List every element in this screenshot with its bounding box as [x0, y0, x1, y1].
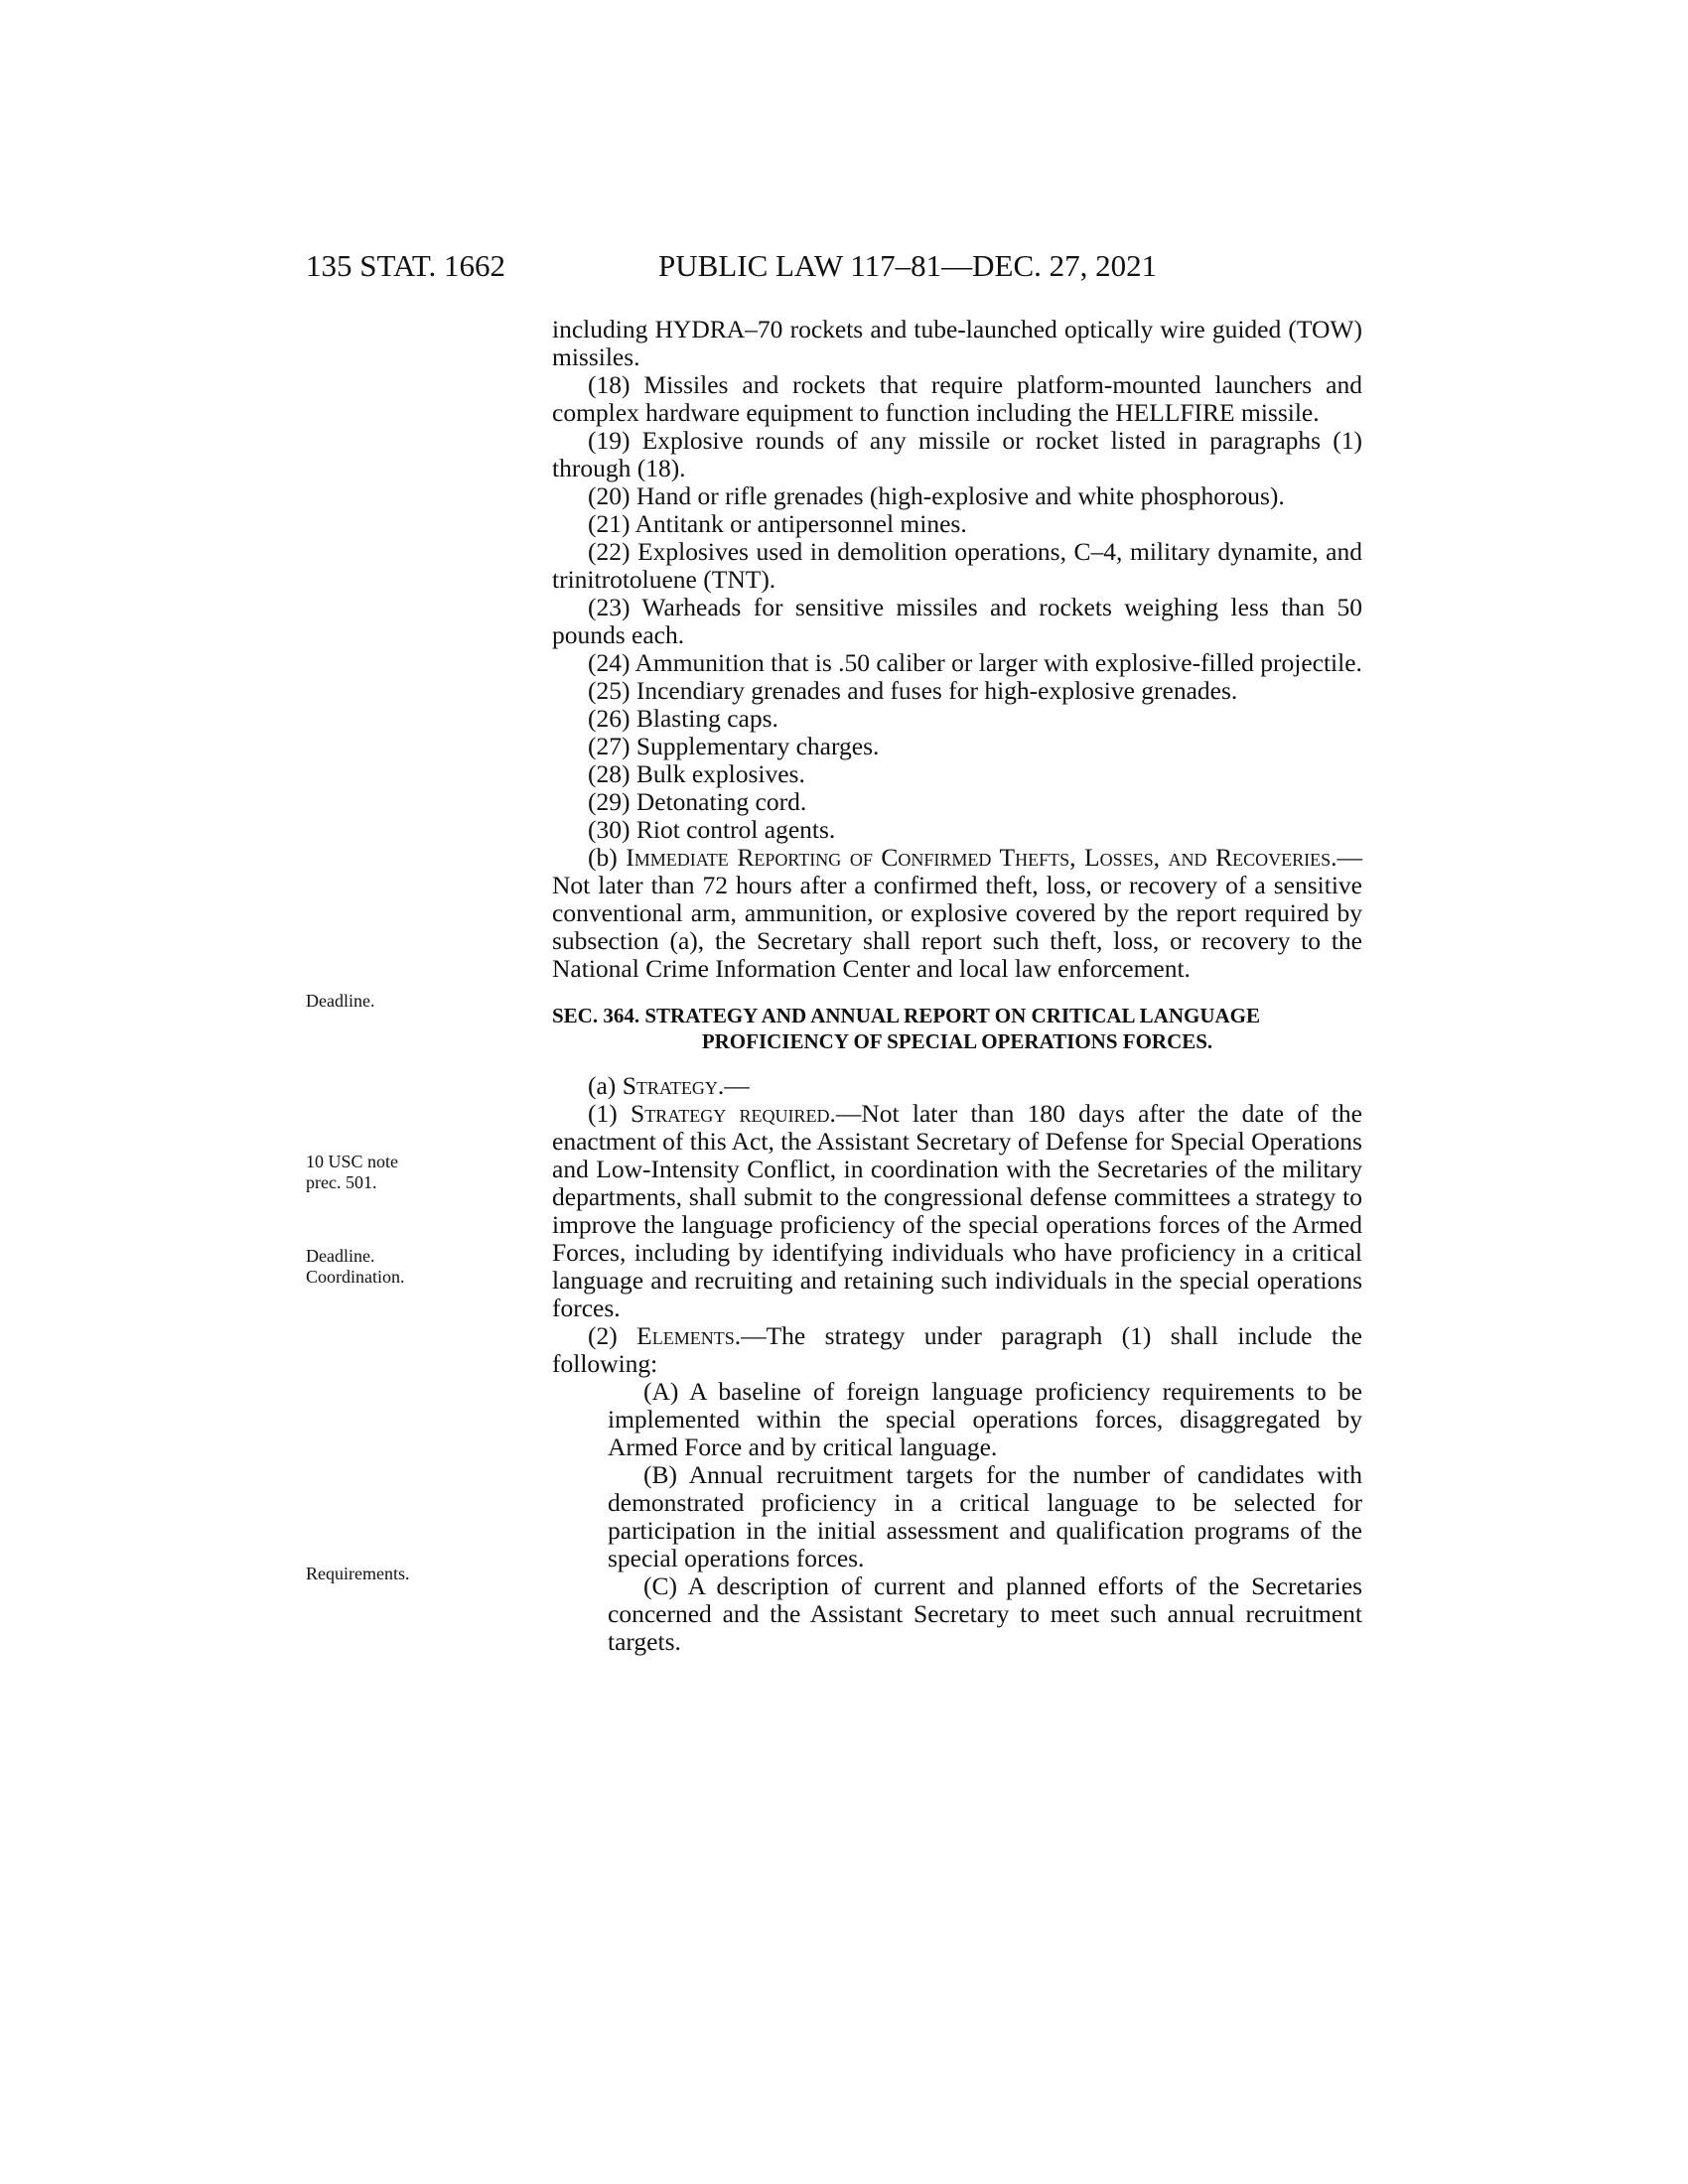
subparagraph-A: (A) A baseline of foreign language proficiency requirements to be implemented within the special operations forces, disaggregated by Armed Force and by critical language. — [608, 1377, 1362, 1461]
paragraph-2-text: —The strategy under paragraph (1) shall include the following: — [552, 1321, 1363, 1378]
subsection-b-heading: Immediate Reporting of Confirmed Thefts, Losses, and Recoveries. — [626, 843, 1337, 872]
list-item: (29) Detonating cord. — [588, 787, 807, 816]
subsection-b-label: (b) — [588, 843, 618, 872]
subsection-b — [552, 844, 1362, 983]
list-item: (24) Ammunition that is .50 caliber or larger with explosive-filled projectile. — [588, 648, 1362, 677]
subsection-a-label: (a) — [588, 1071, 617, 1100]
section-heading-line2: PROFICIENCY OF SPECIAL OPERATIONS FORCES. — [701, 1029, 1213, 1053]
list-item: (19) Explosive rounds of any missile or rocket listed in paragraphs (1) through (18). — [552, 426, 1362, 482]
subparagraph-C: (C) A description of current and planned efforts of the Secretaries concerned and the Assistant Secretary to meet such annual recruitment targets. — [608, 1571, 1362, 1656]
subsection-b-text: —Not later than 72 hours after a confirmed theft, loss, or recovery of a sensitive conventional arm, ammunition, or explosive covered by the report required by subsection (a), the Secretary shall report such theft, loss, or recovery to the National Crime Information Center and local law enforcement. — [552, 843, 1363, 983]
section-heading-line1: SEC. 364. STRATEGY AND ANNUAL REPORT ON CRITICAL LANGUAGE — [552, 1004, 1260, 1027]
list-item: (26) Blasting caps. — [588, 704, 778, 733]
margin-note-deadline-2: Deadline. — [306, 1246, 375, 1266]
margin-note-requirements: Requirements. — [306, 1564, 410, 1583]
paragraph-1-label: (1) — [588, 1099, 618, 1128]
list-item: (23) Warheads for sensitive missiles and rockets weighing less than 50 pounds each. — [552, 593, 1362, 649]
list-item: (30) Riot control agents. — [588, 815, 836, 844]
page-reference: 135 STAT. 1662 — [306, 248, 506, 283]
list-item: (21) Antitank or antipersonnel mines. — [588, 509, 967, 538]
list-item: (27) Supplementary charges. — [588, 732, 880, 760]
body-text — [552, 316, 1362, 1656]
paragraph-2-heading: Elements. — [636, 1321, 742, 1350]
subsection-a-dash: — — [724, 1071, 750, 1100]
paragraph-1 — [552, 1100, 1362, 1322]
subparagraph-B: (B) Annual recruitment targets for the number of candidates with demonstrated proficiency in a critical language to be selected for participation in the initial assessment and qualification programs of the special operations forces. — [608, 1460, 1362, 1572]
list-item: (18) Missiles and rockets that require platform-mounted launchers and complex hardware equipment to function including the HELLFIRE missile. — [552, 370, 1362, 427]
subsection-a-heading: Strategy. — [622, 1071, 725, 1100]
list-item: (25) Incendiary grenades and fuses for high-explosive grenades. — [588, 676, 1238, 705]
margin-note-deadline: Deadline. — [306, 991, 375, 1011]
paragraph-1-text: —Not later than 180 days after the date of the enactment of this Act, the Assistant Secretary of Defense for Special Operations and Low-Intensity Conflict, in coordination with the Secretaries of the military departments, shall submit to the congressional defense committees a strategy to improve the language proficiency of the special operations forces of the Armed Forces, including by identifying individuals who have proficiency in a critical language and recruiting and retaining such individuals in the special operations forces. — [552, 1099, 1363, 1322]
section-heading — [552, 1003, 1362, 1054]
margin-note-usc-line1: 10 USC note — [306, 1152, 399, 1171]
law-header: PUBLIC LAW 117–81—DEC. 27, 2021 — [658, 248, 1158, 283]
paragraph-2-label: (2) — [588, 1321, 618, 1350]
margin-note-coordination: Coordination. — [306, 1267, 405, 1287]
item-list — [552, 371, 1362, 844]
subsection-a — [552, 1072, 1362, 1100]
list-item: (28) Bulk explosives. — [588, 759, 805, 788]
continuation-paragraph: including HYDRA–70 rockets and tube-launched optically wire guided (TOW) missiles. — [552, 315, 1362, 371]
list-item: (20) Hand or rifle grenades (high-explosive and white phosphorous). — [588, 481, 1285, 510]
list-item: (22) Explosives used in demolition operations, C–4, military dynamite, and trinitrotoluene (TNT). — [552, 537, 1362, 594]
paragraph-2 — [552, 1322, 1362, 1378]
paragraph-1-heading: Strategy required. — [631, 1099, 836, 1128]
margin-note-usc-line2: prec. 501. — [306, 1172, 377, 1192]
